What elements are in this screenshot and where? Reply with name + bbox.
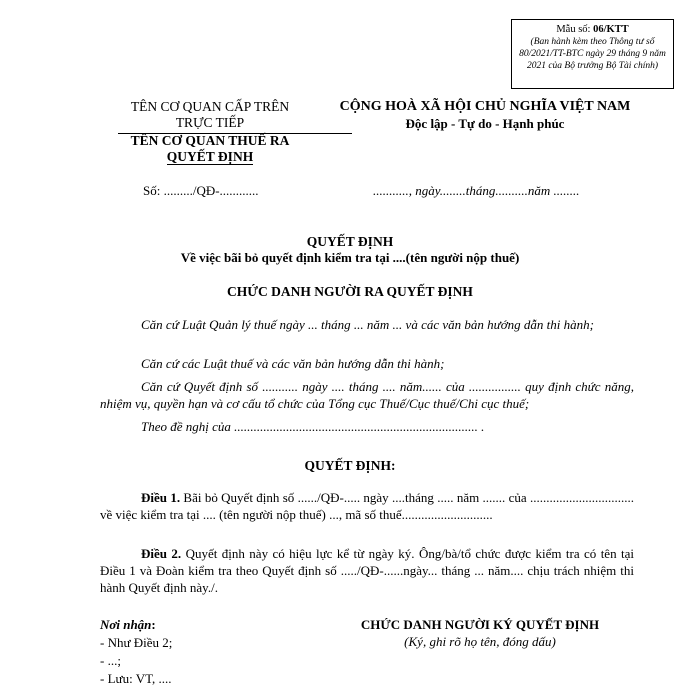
article-1-text: Bãi bỏ Quyết định số ....../QĐ-..... ngày ....tháng ..... năm ....... của ................................ về việc kiểm tra tại .... (tên người nộp thuế) ..., mã số thuế............................ bbox=[100, 490, 634, 522]
recipients-label: Nơi nhận: bbox=[100, 617, 156, 632]
issuer-title: CHỨC DANH NGƯỜI RA QUYẾT ĐỊNH bbox=[227, 284, 473, 299]
recipient-item: - Như Điều 2; bbox=[100, 635, 173, 650]
legal-basis-2: Căn cứ các Luật thuế và các văn bản hướng dẫn thi hành; bbox=[141, 356, 445, 371]
form-code: Mẫu số: 06/KTT bbox=[556, 24, 629, 35]
decision-date: ..........., ngày........tháng..........năm ........ bbox=[373, 183, 580, 198]
recipient-item: - Lưu: VT, .... bbox=[100, 671, 172, 686]
issuing-agency-name: TÊN CƠ QUAN THUẾ RA QUYẾT ĐỊNH bbox=[130, 133, 290, 164]
legal-basis-3: Căn cứ Quyết định số ........... ngày .... tháng .... năm...... của ................ quy định chức năng, nhiệm vụ, quyền hạn và cơ cấu tổ chức của Tổng cục Thuế/Cục thuế/Chi cục thuế; bbox=[100, 379, 634, 411]
article-2-text: Quyết định này có hiệu lực kể từ ngày ký. Ông/bà/tổ chức được kiểm tra có tên tại Điều 1 và Đoàn kiểm tra theo Quyết định số ...../QĐ-......ngày... tháng ... năm.... chịu trách nhiệm thi hành Quyết định này./. bbox=[100, 546, 634, 595]
decision-number: Số: ........./QĐ-............ bbox=[143, 183, 259, 198]
recipients-list bbox=[100, 634, 172, 688]
article-2 bbox=[100, 545, 634, 596]
signer-note: (Ký, ghi rõ họ tên, đóng dấu) bbox=[404, 634, 556, 649]
article-2-label: Điều 2. bbox=[141, 546, 182, 561]
proposal-line: Theo đề nghị của ........................................................................... . bbox=[141, 419, 485, 434]
form-code-box bbox=[511, 19, 674, 89]
document-subject: Về việc bãi bỏ quyết định kiểm tra tại ....(tên người nộp thuế) bbox=[180, 250, 520, 265]
recipient-item: - ...; bbox=[100, 653, 121, 668]
form-legal-note: (Ban hành kèm theo Thông tư số 80/2021/TT-BTC ngày 29 tháng 9 năm 2021 của Bộ trưởng Bộ Tài chính) bbox=[519, 37, 666, 71]
article-1-label: Điều 1. bbox=[141, 490, 181, 505]
country-name: CỘNG HOÀ XÃ HỘI CHỦ NGHĨA VIỆT NAM bbox=[339, 99, 631, 114]
decision-heading: QUYẾT ĐỊNH: bbox=[304, 458, 396, 473]
legal-basis-1: Căn cứ Luật Quản lý thuế ngày ... tháng ... năm ... và các văn bản hướng dẫn thi hành; bbox=[141, 317, 594, 332]
article-1 bbox=[100, 489, 634, 523]
national-motto: Độc lập - Tự do - Hạnh phúc bbox=[405, 116, 565, 131]
superior-agency-name: TÊN CƠ QUAN CẤP TRÊN TRỰC TIẾP bbox=[130, 99, 290, 130]
document-title: QUYẾT ĐỊNH bbox=[306, 234, 394, 249]
signer-title: CHỨC DANH NGƯỜI KÝ QUYẾT ĐỊNH bbox=[360, 617, 600, 632]
